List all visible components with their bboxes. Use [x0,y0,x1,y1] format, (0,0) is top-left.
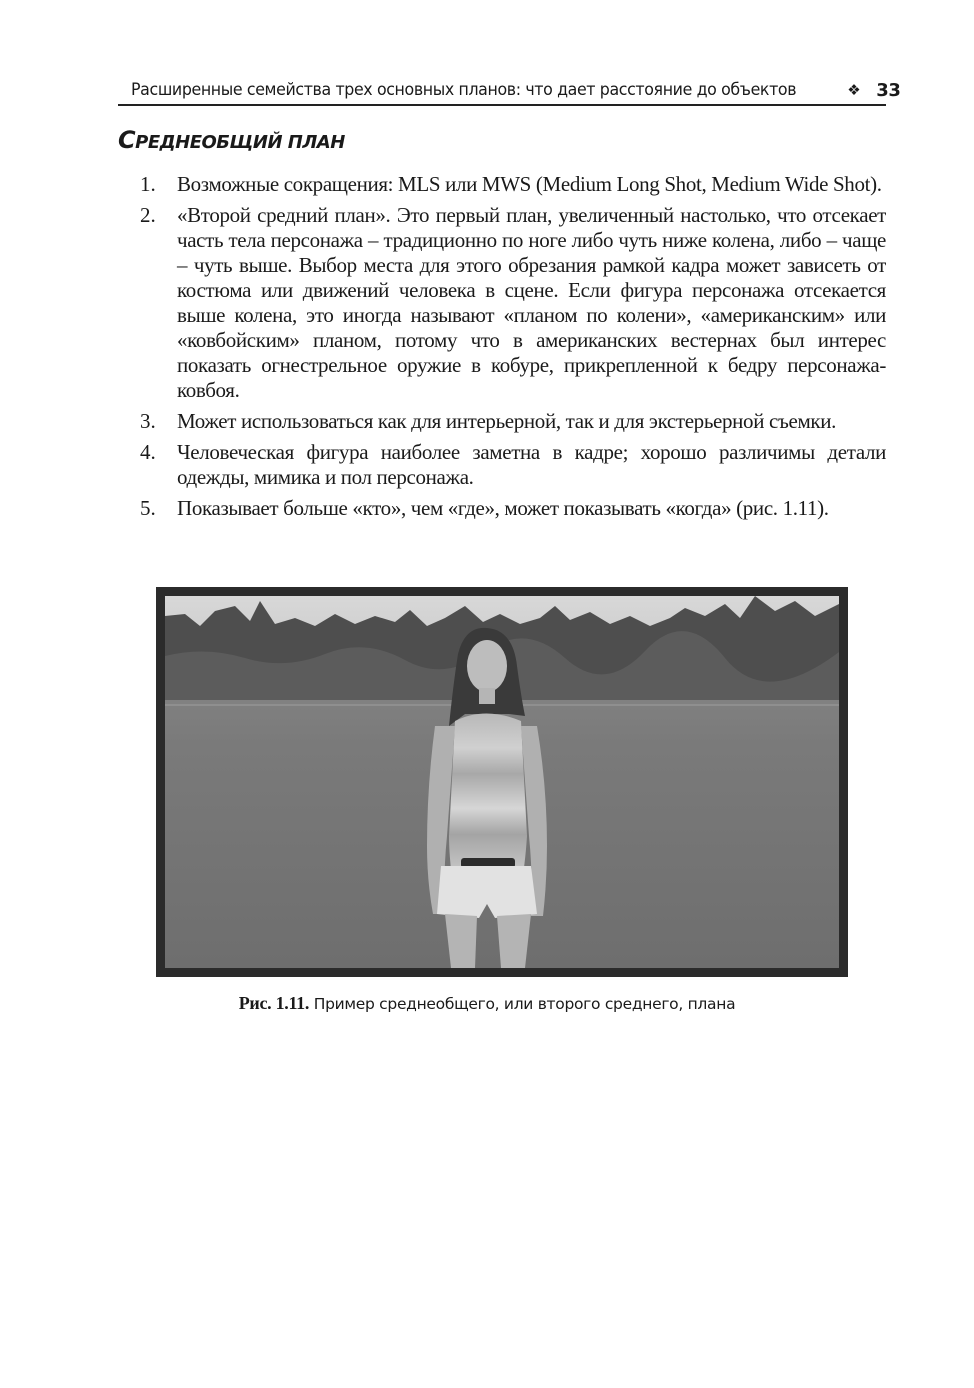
section-title-initial: С [118,126,136,154]
list-item [140,409,886,434]
ornament-icon: ❖ [847,81,861,99]
section-title [118,126,345,154]
list-item-text: Может использоваться как для интерьерной, так и для экстерьерной съемки. [177,409,837,433]
list-item [140,496,886,521]
list-item-text: Возможные сокращения: MLS или MWS (Medium Long Shot, Medium Wide Shot). [177,172,882,196]
running-head-right [847,80,900,101]
list-item-number: 1. [140,172,156,196]
list-item-number: 2. [140,203,156,227]
list-item [140,172,886,197]
page-number: 33 [876,79,901,101]
list-item-number: 3. [140,409,156,433]
section-title-rest: РЕДНЕОБЩИЙ ПЛАН [135,132,345,153]
list-item-number: 4. [140,440,156,464]
photo-illustration [165,596,839,968]
figure-caption [0,993,974,1014]
running-head-title: Расширенные семейства трех основных планов: что дает расстояние до объектов [131,80,797,100]
list-item [140,203,886,403]
list-item-text: «Второй средний план». Это первый план, увеличенный настолько, что отсекает часть тела персонажа – традиционно по ноге либо чуть ниже колена, либо – чаще – чуть выше. Выбор места для этого обрезания рамкой кадра может зависеть от костюма или движений человека в сцене. Если фигура персонажа отсекается выше колена, это иногда называют «планом по колени», «американским» или «ковбойским» планом, потому что в американских вестернах был интерес показать огнестрельное оружие в кобуре, прикрепленной к бедру персонажа-ковбоя. [177,203,886,402]
figure-caption-text: Пример среднеобщего, или второго среднего, плана [309,995,736,1013]
figure-frame [156,587,848,977]
list-item [140,440,886,490]
figure-caption-label: Рис. 1.11. [238,993,310,1013]
list-item-text: Человеческая фигура наиболее заметна в кадре; хорошо различимы детали одежды, мимика и пол персонажа. [177,440,886,489]
numbered-list [140,172,886,527]
list-item-text: Показывает больше «кто», чем «где», может показывать «когда» (рис. 1.11). [177,496,829,520]
running-head [118,76,901,106]
list-item-number: 5. [140,496,156,520]
figure-photo [165,596,839,968]
